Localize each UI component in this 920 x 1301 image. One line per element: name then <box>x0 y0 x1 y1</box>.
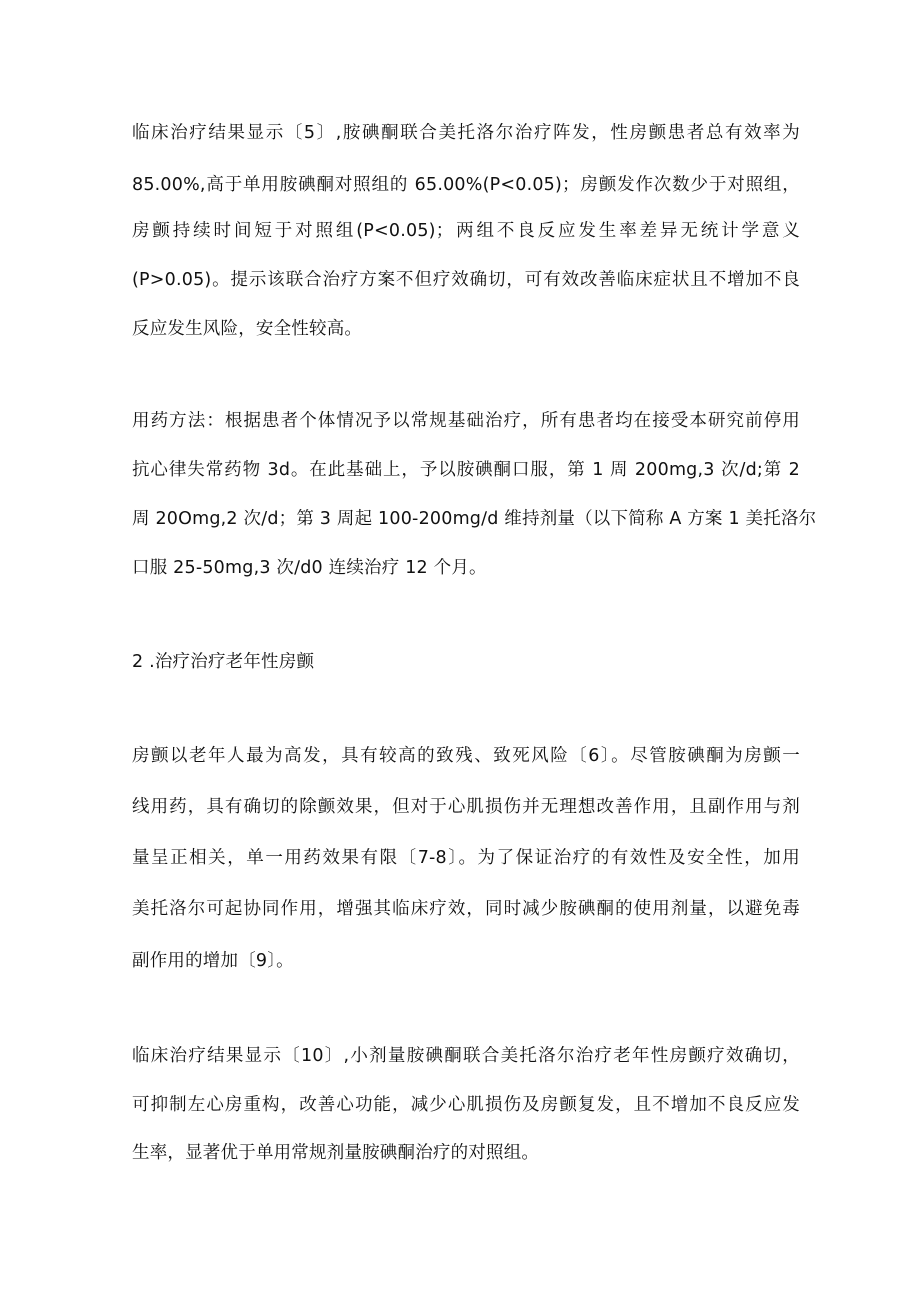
paragraph-line: 可抑制左心房重构，改善心功能，减少心肌损伤及房颤复发，且不增加不良反应发 <box>132 1095 800 1115</box>
paragraph-line: 量呈正相关，单一用药效果有限〔7-8〕。为了保证治疗的有效性及安全性，加用 <box>132 848 800 868</box>
paragraph-line: 口服 25-50mg,3 次∕d0 连续治疗 12 个月。 <box>132 558 487 578</box>
paragraph-line: 线用药，具有确切的除颤效果，但对于心肌损伤并无理想改善作用，且副作用与剂 <box>132 797 800 817</box>
paragraph-line: 抗心律失常药物 3d。在此基础上，予以胺碘酮口服，第 1 周 200mg,3 次/d;第 2 <box>132 460 800 480</box>
paragraph-line: 临床治疗结果显示〔5〕,胺碘酮联合美托洛尔治疗阵发，性房颤患者总有效率为 <box>132 123 800 143</box>
paragraph-line: 临床治疗结果显示〔10〕,小剂量胺碘酮联合美托洛尔治疗老年性房颤疗效确切， <box>132 1046 800 1066</box>
paragraph-line: 反应发生风险，安全性较高。 <box>132 319 363 339</box>
paragraph-line: 85.00%,高于单用胺碘酮对照组的 65.00%(P<0.05)；房颤发作次数少于对照组， <box>132 175 800 195</box>
paragraph-line: 房颤持续时间短于对照组(P<0.05)；两组不良反应发生率差异无统计学意义 <box>132 221 800 241</box>
paragraph-line: 生率，显著优于单用常规剂量胺碘酮治疗的对照组。 <box>132 1143 540 1163</box>
paragraph-line: 副作用的增加〔9〕。 <box>132 951 294 971</box>
paragraph-line: (P>0.05)。提示该联合治疗方案不但疗效确切，可有效改善临床症状且不增加不良 <box>132 270 800 290</box>
section-heading: 2 .治疗治疗老年性房颤 <box>132 652 315 672</box>
paragraph-line: 美托洛尔可起协同作用，增强其临床疗效，同时减少胺碘酮的使用剂量，以避免毒 <box>132 899 800 919</box>
paragraph-line: 房颤以老年人最为高发，具有较高的致残、致死风险〔6〕。尽管胺碘酮为房颤一 <box>132 746 800 766</box>
paragraph-line: 周 20Omg,2 次/d；第 3 周起 100-200mg∕d 维持剂量（以下简称 A 方案 1 美托洛尔 <box>132 509 817 529</box>
paragraph-line: 用药方法：根据患者个体情况予以常规基础治疗，所有患者均在接受本研究前停用 <box>132 411 800 431</box>
